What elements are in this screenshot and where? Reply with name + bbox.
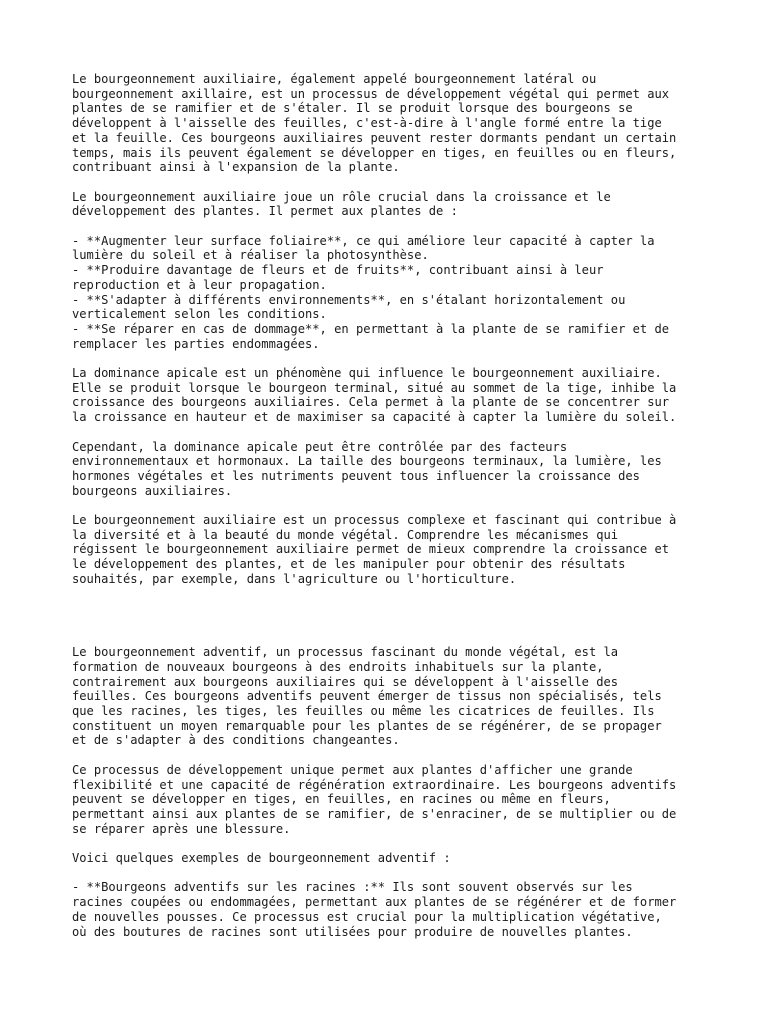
- list-item: - **Augmenter leur surface foliaire**, ce qui améliore leur capacité à capter la lumière du soleil et à réaliser la photosynthèse.: [72, 233, 655, 263]
- paragraph-axillary-definition: Le bourgeonnement auxiliaire, également appelé bourgeonnement latéral ou bourgeonnement axillaire, est un processus de développement végétal qui permet aux plantes de se ramifier et de s'étaler. Il se produit lorsque des bourgeons se développent à l'aisselle des feuilles, c'est-à-dire à l'angle formé entre la tige et la feuille. Ces bourgeons auxiliaires peuvent rester dormants pendant un certain temps, mais ils peuvent également se développer en tiges, en feuilles ou en fleurs, contribuant ainsi à l'expansion de la plante.: [72, 72, 677, 175]
- list-item: - **Se réparer en cas de dommage**, en permettant à la plante de se ramifier et de remplacer les parties endommagées.: [72, 321, 670, 351]
- list-item: - **Produire davantage de fleurs et de fruits**, contribuant ainsi à leur reproduction et à leur propagation.: [72, 263, 604, 292]
- section-spacer: [72, 601, 712, 645]
- paragraph-apical-control: Cependant, la dominance apicale peut être contrôlée par des facteurs environnementaux et hormonaux. La taille des bourgeons terminaux, la lumière, les hormones végétales et les nutriments peuvent tous influencer la croissance des bourgeons auxiliaires.: [72, 439, 662, 498]
- paragraph-apical-dominance: La dominance apicale est un phénomène qui influence le bourgeonnement auxiliaire. Elle se produit lorsque le bourgeon terminal, situé au sommet de la tige, inhibe la croissance des bourgeons auxiliaires. Cela permet à la plante de se concentrer sur la croissance en hauteur et de maximiser sa capacité à capter la lumière du soleil.: [72, 366, 677, 425]
- list-item: - **Bourgeons adventifs sur les racines :** Ils sont souvent observés sur les racines coupées ou endommagées, permettant aux plantes de se régénérer et de former de nouvelles pousses. Ce processus est crucial pour la multiplication végétative, où des boutures de racines sont utilisées pour produire de nouvelles plantes.: [72, 880, 677, 939]
- paragraph-axillary-role: Le bourgeonnement auxiliaire joue un rôle crucial dans la croissance et le développement des plantes. Il permet aux plantes de :: [72, 189, 611, 219]
- paragraph-adventitious-examples-intro: Voici quelques exemples de bourgeonnement adventif :: [72, 851, 451, 866]
- paragraph-adventitious-definition: Le bourgeonnement adventif, un processus fascinant du monde végétal, est la formation de nouveaux bourgeons à des endroits inhabituels sur la plante, contrairement aux bourgeons auxiliaires qui se développent à l'aisselle des feuilles. Ces bourgeons adventifs peuvent émerger de tissus non spécialisés, tels que les racines, les tiges, les feuilles ou même les cicatrices de feuilles. Ils constituent un moyen remarquable pour les plantes de se régénérer, de se propager et de s'adapter à des conditions changeantes.: [72, 645, 662, 748]
- list-axillary-benefits: [72, 234, 712, 352]
- document-body: [72, 72, 712, 954]
- paragraph-axillary-conclusion: Le bourgeonnement auxiliaire est un processus complexe et fascinant qui contribue à la diversité et à la beauté du monde végétal. Comprendre les mécanismes qui régissent le bourgeonnement auxiliaire permet de mieux comprendre la croissance et le développement des plantes, et de les manipuler pour obtenir des résultats souhaités, par exemple, dans l'agriculture ou l'horticulture.: [72, 513, 677, 586]
- list-item: - **S'adapter à différents environnements**, en s'étalant horizontalement ou verticalement selon les conditions.: [72, 292, 626, 322]
- list-adventitious-examples: [72, 880, 712, 939]
- paragraph-adventitious-process: Ce processus de développement unique permet aux plantes d'afficher une grande flexibilité et une capacité de régénération extraordinaire. Les bourgeons adventifs peuvent se développer en tiges, en feuilles, en racines ou même en fleurs, permettant ainsi aux plantes de se ramifier, de s'enraciner, de se multiplier ou de se réparer après une blessure.: [72, 762, 677, 836]
